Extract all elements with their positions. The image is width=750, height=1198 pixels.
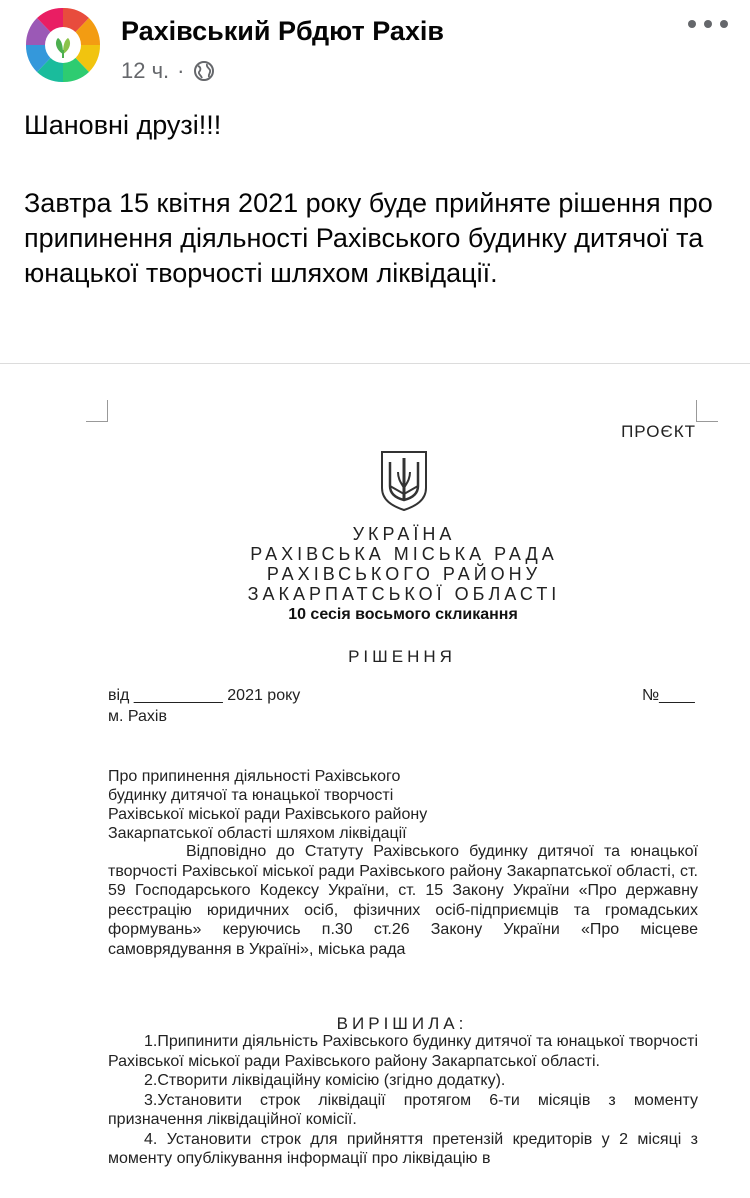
subject-line: будинку дитячої та юнацької творчості — [108, 787, 394, 804]
decision-subject — [108, 767, 427, 843]
subject-line: Про припинення діяльності Рахівського — [108, 768, 401, 785]
decision-item: 2.Створити ліквідаційну комісію (згідно додатку). — [144, 1072, 506, 1089]
intro-paragraph: Відповідно до Статуту Рахівського будинку дитячої та юнацької творчості Рахівської міської ради Рахівського району Закарпатської області, ст. 59 Господарського Кодексу України, ст. 15 Закону України «Про державну реєстрацію юридичних осіб, фізичних осіб-підприємців та громадських формувань» керуючись п.30 ст.26 Закону України «Про місцеве самоврядування в Україні», міська рада — [108, 843, 698, 958]
header-council: РАХІВСЬКА МІСЬКА РАДА — [250, 544, 558, 564]
decision-item: 1.Припинити діяльність Рахівського будинку дитячої та юнацької творчості Рахівської міської ради Рахівського району Закарпатської області. — [108, 1033, 698, 1070]
avatar-logo-icon — [24, 6, 102, 84]
trident-emblem-icon — [378, 450, 430, 512]
city-line: м. Рахів — [108, 708, 167, 725]
post-greeting: Шановні друзі!!! — [24, 110, 222, 140]
page-corner-mark — [86, 400, 108, 422]
more-dot — [720, 20, 728, 28]
subject-line: Рахівської міської ради Рахівського району — [108, 806, 428, 823]
document-title: РІШЕННЯ — [348, 647, 456, 666]
globe-icon — [193, 60, 215, 82]
page-avatar[interactable] — [24, 6, 102, 84]
header-region: ЗАКАРПАТСЬКОЇ ОБЛАСТІ — [247, 584, 561, 604]
date-line: від __________ 2021 року — [108, 687, 301, 704]
meta-separator: · — [177, 58, 185, 83]
more-options-button[interactable] — [688, 12, 728, 36]
page-corner-mark — [696, 400, 718, 422]
attached-document-image[interactable] — [0, 364, 750, 1198]
post-meta — [121, 58, 215, 84]
project-label: ПРОЄКТ — [621, 422, 696, 441]
number-line: №____ — [642, 687, 695, 704]
more-dot — [688, 20, 696, 28]
session-line: 10 сесія восьмого скликання — [288, 606, 518, 623]
post-time[interactable]: 12 ч. — [121, 58, 170, 83]
author-name[interactable]: Рахівський Рбдют Рахів — [121, 16, 444, 46]
decision-item: 3.Установити строк ліквідації протягом 6-ти місяців з моменту призначення ліквідаційної комісії. — [108, 1091, 698, 1128]
post-header — [0, 0, 750, 92]
subject-line: Закарпатської області шляхом ліквідації — [108, 825, 407, 842]
decision-items — [108, 1032, 698, 1169]
header-country: УКРАЇНА — [352, 524, 456, 544]
decision-item: 4. Установити строк для прийняття претензій кредиторів у 2 місяці з моменту опублікування інформації про ліквідацію в — [108, 1130, 698, 1167]
more-dot — [704, 20, 712, 28]
decided-heading: ВИРІШИЛА: — [336, 1014, 468, 1033]
header-district: РАХІВСЬКОГО РАЙОНУ — [266, 564, 542, 584]
post-body: Завтра 15 квітня 2021 року буде прийняте рішення про припинення діяльності Рахівського будинку дитячої та юнацької творчості шляхом ліквідації. — [24, 188, 713, 288]
